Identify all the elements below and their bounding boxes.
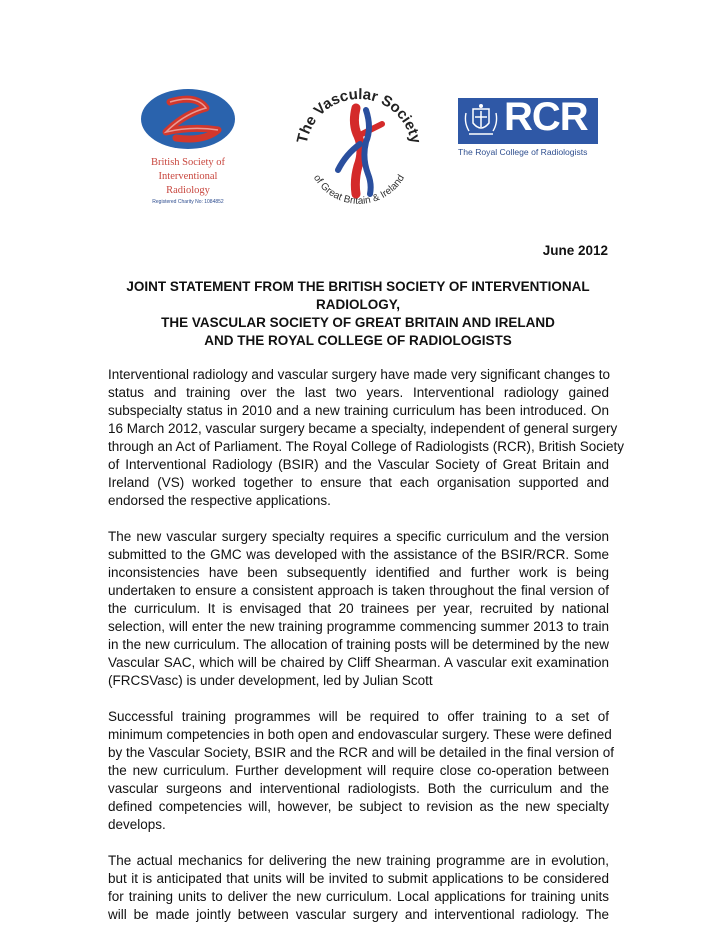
- paragraph-line: will be made jointly between vascular surgery and interventional radiology. The: [108, 907, 609, 922]
- paragraph-line: vascular surgeons and interventional radiologists. Both the curriculum and the: [108, 781, 609, 796]
- bsir-logo: [136, 86, 240, 210]
- paragraph-line: (FRCSVasc) is under development, led by Julian Scott: [108, 673, 433, 688]
- logo-row: [0, 84, 717, 219]
- vascular-society-logo: [294, 84, 424, 214]
- paragraph: [108, 708, 615, 834]
- document-body: [108, 366, 624, 942]
- vs-top-text: The Vascular Society: [294, 85, 424, 145]
- paragraph-line: for training units to deliver the new curriculum. Local applications for training units: [108, 889, 609, 904]
- paragraph-line: by the Vascular Society, BSIR and the RCR and will be detailed in the final version of: [108, 745, 615, 760]
- document-date: June 2012: [542, 243, 608, 258]
- title-line: THE VASCULAR SOCIETY OF GREAT BRITAIN AND IRELAND: [161, 315, 555, 330]
- rcr-crest-icon: [461, 101, 501, 141]
- bsir-name: [136, 156, 240, 198]
- title-line: AND THE ROYAL COLLEGE OF RADIOLOGISTS: [204, 333, 512, 348]
- rcr-letters: RCR: [504, 95, 588, 139]
- rcr-logo: [458, 95, 598, 157]
- paragraph-line: develops.: [108, 817, 166, 832]
- document-title: [108, 278, 608, 350]
- paragraph-line: subspecialty status in 2010 and a new training curriculum has been introduced. On: [108, 403, 609, 418]
- paragraph-line: minimum competencies in both open and endovascular surgery. These were defined: [108, 727, 612, 742]
- vascular-society-emblem: [294, 84, 424, 214]
- paragraph-line: Vascular SAC, which will be chaired by Cliff Shearman. A vascular exit examination: [108, 655, 609, 670]
- paragraph-line: undertaken to ensure a consistent approach is taken throughout the final version of: [108, 583, 609, 598]
- paragraph-line: Interventional radiology and vascular surgery have made very significant changes to: [108, 367, 611, 382]
- paragraph-line: 16 March 2012, vascular surgery became a specialty, independent of general surgery: [108, 421, 618, 436]
- paragraph-line: of Interventional Radiology (BSIR) and the Vascular Society of Great Britain and: [108, 457, 609, 472]
- bsir-name-line: Radiology: [166, 185, 210, 196]
- paragraph-line: the new curriculum. Further development will require close co-operation between: [108, 763, 609, 778]
- paragraph-line: status and training over the last two years. Interventional radiology gained: [108, 385, 609, 400]
- bsir-name-line: Interventional: [158, 171, 218, 182]
- paragraph-line: endorsed the respective applications.: [108, 493, 331, 508]
- paragraph-line: through an Act of Parliament. The Royal College of Radiologists (RCR), British Society: [108, 439, 624, 454]
- paragraph-line: The actual mechanics for delivering the new training programme are in evolution,: [108, 853, 609, 868]
- paragraph-line: the curriculum. It is envisaged that 20 trainees per year, recruited by national: [108, 601, 609, 616]
- paragraph-line: The new vascular surgery specialty requires a specific curriculum and the version: [108, 529, 609, 544]
- bsir-emblem-icon: [136, 86, 240, 156]
- paragraph-line: inconsistencies have been subsequently identified and further work is being: [108, 565, 609, 580]
- vessels-icon: [338, 108, 382, 194]
- paragraph-line: selection, will enter the new training programme commencing summer 2013 to train: [108, 619, 609, 634]
- vs-bottom-text: of Great Britain & Ireland: [311, 172, 407, 207]
- paragraph-line: submitted to the GMC was developed with the assistance of the BSIR/RCR. Some: [108, 547, 609, 562]
- paragraph: [108, 528, 609, 690]
- paragraph: [108, 366, 624, 510]
- paragraph-line: Successful training programmes will be required to offer training to a set of: [108, 709, 609, 724]
- title-line: JOINT STATEMENT FROM THE BRITISH SOCIETY OF INTERVENTIONAL RADIOLOGY,: [126, 279, 590, 312]
- paragraph-line: defined competencies will, however, be subject to revision as the new specialty: [108, 799, 609, 814]
- rcr-subtitle: The Royal College of Radiologists: [458, 147, 588, 157]
- paragraph: [108, 852, 609, 924]
- paragraph-line: Ireland (VS) worked together to ensure that each organisation supported and: [108, 475, 609, 490]
- paragraph-line: but it is anticipated that units will be invited to submit applications to be considered: [108, 871, 609, 886]
- bsir-charity-number: Registered Charity No: 1084852: [152, 199, 224, 205]
- paragraph-line: in the new curriculum. The allocation of training posts will be determined by the new: [108, 637, 609, 652]
- bsir-name-line: British Society of: [150, 157, 226, 168]
